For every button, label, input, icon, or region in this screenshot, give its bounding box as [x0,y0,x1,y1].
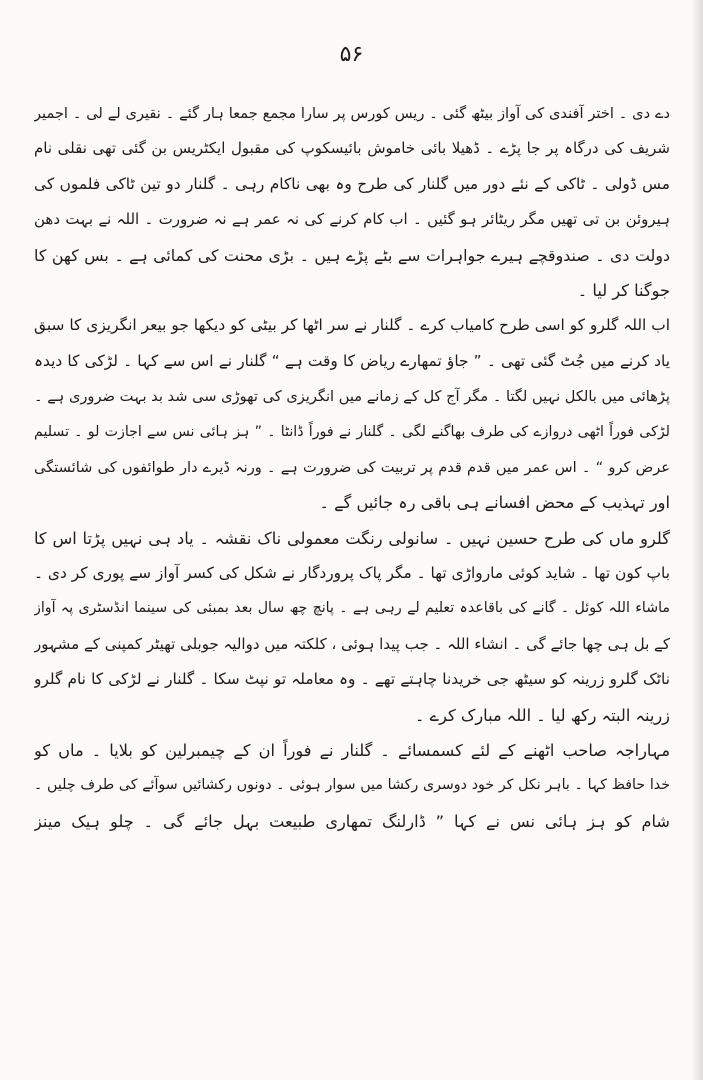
text-line: اور تہذیب کے محض افسانے ہی باقی رہ جائیں گے ۔ [319,493,670,513]
binding-shadow [691,0,703,1080]
page-number: ۵۶ [339,42,364,67]
text-line: گلرو ماں کی طرح حسین نہیں ۔ سانولی رنگت معمولی ناک نقشہ ۔ یاد ہی نہیں پڑتا اس کا [34,528,670,548]
text-line: باپ کون تھا ۔ شاید کوئی مارواڑی تھا ۔ مگر پاک پروردگار نے شکل کی کسر آواز سے پوری کر دی ۔ [34,564,670,583]
text-line: ماشاء اللہ کوئل ۔ گانے کی باقاعدہ تعلیم لے رہی ہے ۔ پانچ چھ سال بعد بمبئی کی سینما انڈسٹری پہ آواز [34,600,670,617]
text-line: مس ڈولی ۔ ٹاکی کے نئے دور میں گلنار کی طرح وہ بھی ناکام رہی ۔ گلنار دو تین ٹاکی فلموں کی [34,174,670,193]
text-line: خدا حافظ کہا ۔ باہر نکل کر خود دوسری رکشا میں سوار ہوئی ۔ دونوں رکشائیں سوآئے کی طرف چلیں ۔ [34,777,670,794]
text-line: ہیروئن بن تی تھیں مگر ریٹائر ہو گئیں ۔ اب کام کرنے کی نہ عمر ہے نہ ضرورت ۔ اللہ نے بہت دھن [34,210,670,229]
text-line: عرض کرو “ ۔ اس عمر میں قدم قدم پر تربیت کی ضرورت ہے ۔ ورنہ ڈیرے دار طوائفوں کی شائستگی [34,458,670,476]
text-line: دولت دی ۔ صندوقچے ہیرے جواہرات سے بٹے پڑے ہیں ۔ بڑی محنت کی کمائی ہے ۔ بس کھن کا [34,245,670,265]
text-line: شریف کی درگاہ پر جا پڑے ۔ ڈھیلا بائی خاموش بائیسکوپ کی مقبول ایکٹریس بن گئی تھی نقلی نام [34,139,670,158]
text-line: زرینہ البتہ رکھ لیا ۔ اللہ مبارک کرے ۔ [414,705,670,725]
text-line: مہاراجہ صاحب اٹھنے کے لئے کسمسائے ۔ گلنار نے فوراً ان کے چیمبرلین کو بلایا ۔ ماں کو [34,741,670,761]
text-line: شام کو ہز ہائی نس نے کہا ” ڈارلنگ تمھاری طبیعت بہل جائے گی ۔ چلو ہیک مینز [34,811,670,831]
text-line: پڑھائی میں بالکل نہیں لگتا ۔ مگر آج کل کے زمانے میں انگریزی کی تھوڑی سی شد بد بہت ضروری ہے ۔ [34,388,670,406]
text-line: اب اللہ گلرو کو اسی طرح کامیاب کرے ۔ گلنار نے سر اٹھا کر بیٹی کو دیکھا جو بیعر انگریزی کا سبق [34,316,670,335]
text-line: یاد کرنے میں جُٹ گئی تھی ۔ ” جاؤ تمھارے ریاض کا وقت ہے “ گلنار نے اس سے کہا ۔ لڑکی کا دیدہ [34,351,670,370]
body-text [34,96,670,839]
text-line: ناٹک گلرو زرینہ کو سیٹھ جی خریدنا چاہتے تھے ۔ وہ معاملہ تو نپٹ سکا ۔ گلنار نے لڑکی کا نام گلرو [34,670,670,689]
text-line: دے دی ۔ اختر آفندی کی آواز بیٹھ گئی ۔ ریس کورس پر سارا مجمع جمعا ہار گئے ۔ نقیری لے لی ۔ اجمیر [34,105,670,122]
text-line: جوگنا کر لیا ۔ [577,280,670,300]
text-line: لڑکی فوراً اٹھی دروازے کی طرف بھاگنے لگی ۔ گلنار نے فوراً ڈانٹا ۔ ” ہز ہائی نس سے اجازت لو ۔ تسلیم [34,423,670,440]
text-line: کے بل ہی چھا جائے گی ۔ انشاء اللہ ۔ جب پیدا ہوئی ، کلکتہ میں دوالیہ جوبلی تھیٹر کمپنی کے مشہور [34,634,670,653]
